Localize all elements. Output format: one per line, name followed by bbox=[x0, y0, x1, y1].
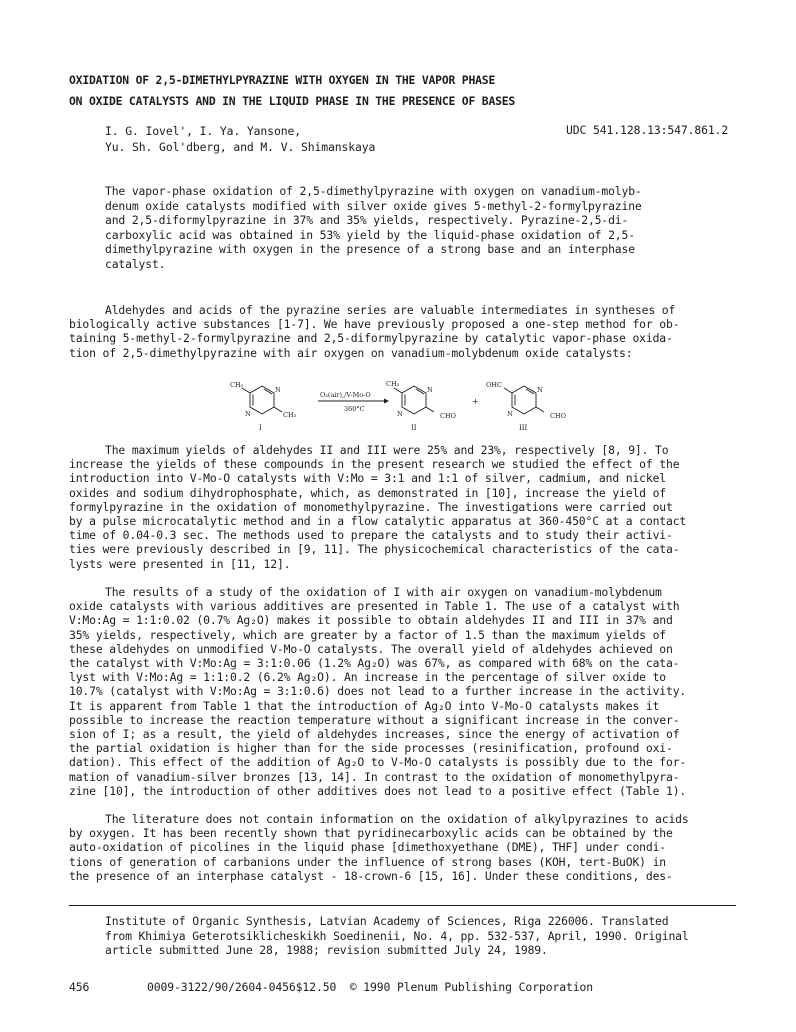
text-line: dation). This effect of the addition of Ag₂O to V-Mo-O catalysts is possibly due to the for- bbox=[69, 755, 687, 770]
text-line: by a pulse microcatalytic method and in a flow catalytic apparatus at 360-450°C at a contact bbox=[69, 514, 687, 529]
article-title bbox=[69, 70, 515, 112]
body-paragraph bbox=[69, 443, 686, 571]
text-line: the partial oxidation is higher than for the side processes (resinification, profound oxi- bbox=[69, 741, 673, 756]
plus-sign: + bbox=[472, 397, 479, 406]
text-line: lysts were presented in [11, 12]. bbox=[69, 556, 291, 571]
text-line: these aldehydes on unmodified V-Mo-O catalysts. The overall yield of aldehydes achieved on bbox=[69, 641, 673, 656]
text-line: oxide catalysts with various additives are presented in Table 1. The use of a catalyst with bbox=[69, 599, 680, 614]
text-line: oxides and sodium dihydrophosphate, which, as demonstrated in [10], increase the yield of bbox=[69, 485, 666, 500]
arrow-head bbox=[384, 399, 389, 404]
footnote-divider bbox=[69, 905, 736, 906]
compound-label-i: I bbox=[259, 424, 262, 432]
nitrogen-label: N bbox=[245, 410, 251, 418]
methyl-label: CH₃ bbox=[283, 411, 297, 419]
text-line: tions of generation of carbanions under the influence of strong bases (KOH, tert-BuOK) in bbox=[69, 854, 666, 869]
text-line: taining 5-methyl-2-formylpyrazine and 2,5-diformylpyrazine by catalytic vapor-phase oxida- bbox=[69, 331, 673, 346]
nitrogen-label: N bbox=[397, 410, 403, 418]
text-line: sion of I; as a result, the yield of aldehydes increases, since the energy of activation of bbox=[69, 727, 680, 742]
abstract-line: carboxylic acid was obtained in 53% yield by the liquid-phase oxidation of 2,5- bbox=[105, 227, 635, 242]
abstract-line: denum oxide catalysts modified with silver oxide gives 5-methyl-2-formylpyrazine bbox=[105, 198, 642, 213]
author-line: Yu. Sh. Gol'dberg, and M. V. Shimanskaya bbox=[105, 139, 376, 154]
text-line: 10.7% (catalyst with V:Mo:Ag = 3:1:0.6) does not lead to a further increase in the activity. bbox=[69, 684, 687, 699]
text-line: lyst with V:Mo:Ag = 1:1:0.2 (6.2% Ag₂O). An increase in the percentage of silver oxide to bbox=[69, 670, 666, 685]
text-line: V:Mo:Ag = 1:1:0.02 (0.7% Ag₂O) makes it possible to obtain aldehydes II and III in 37% and bbox=[69, 613, 673, 628]
text-line: Aldehydes and acids of the pyrazine series are valuable intermediates in syntheses of bbox=[105, 303, 676, 317]
text-line: mation of vanadium-silver bronzes [13, 14]. In contrast to the oxidation of monomethylpyra- bbox=[69, 769, 680, 784]
text-line: possible to increase the reaction temperature without a significant increase in the conver- bbox=[69, 712, 680, 727]
text-line: auto-oxidation of picolines in the liquid phase [dimethoxyethane (DME), THF] under condi- bbox=[69, 840, 666, 855]
udc-code: UDC 541.128.13:547.861.2 bbox=[566, 123, 729, 137]
text-line: The maximum yields of aldehydes II and III were 25% and 23%, respectively [8, 9]. To bbox=[105, 443, 669, 457]
text-line: biologically active substances [1-7]. We have previously proposed a one-step method for ob- bbox=[69, 317, 680, 332]
abstract-line: and 2,5-diformylpyrazine in 37% and 35% yields, respectively. Pyrazine-2,5-di- bbox=[105, 213, 629, 227]
compound-label-ii: II bbox=[411, 424, 417, 432]
text-line: the catalyst with V:Mo:Ag = 3:1:0.06 (1.2% Ag₂O) was 67%, as compared with 68% on the cata- bbox=[69, 656, 680, 671]
nitrogen-label: N bbox=[427, 386, 433, 394]
text-line: the presence of an interphase catalyst - 18-crown-6 [15, 16]. Under these conditions, des- bbox=[69, 868, 673, 883]
aldehyde-label: CHO bbox=[440, 412, 456, 420]
author-list bbox=[105, 124, 375, 155]
text-line: The results of a study of the oxidation of I with air oxygen on vanadium-molybdenum bbox=[105, 585, 662, 599]
copyright-notice: © 1990 Plenum Publishing Corporation bbox=[349, 980, 594, 994]
body-paragraph bbox=[69, 812, 689, 883]
abstract-line: catalyst. bbox=[105, 256, 166, 271]
title-line: OXIDATION OF 2,5-DIMETHYLPYRAZINE WITH OXYGEN IN THE VAPOR PHASE bbox=[69, 73, 496, 87]
abstract-line: The vapor-phase oxidation of 2,5-dimethylpyrazine with oxygen on vanadium-molyb- bbox=[105, 184, 642, 198]
text-line: 35% yields, respectively, which are greater by a factor of 1.5 than the maximum yields of bbox=[69, 627, 666, 642]
aldehyde-label: CHO bbox=[550, 412, 566, 420]
text-line: The literature does not contain information on the oxidation of alkylpyrazines to acids bbox=[105, 812, 689, 826]
article-code: 0009-3122/90/2604-0456$12.50 bbox=[147, 980, 337, 994]
title-line: ON OXIDE CATALYSTS AND IN THE LIQUID PHASE IN THE PRESENCE OF BASES bbox=[69, 94, 516, 108]
abstract-line: dimethylpyrazine with oxygen in the presence of a strong base and an interphase bbox=[105, 242, 635, 256]
text-line: introduction into V-Mo-O catalysts with V:Mo = 3:1 and 1:1 of silver, cadmium, and nickel bbox=[69, 471, 666, 486]
reaction-temperature: 360°C bbox=[344, 405, 365, 413]
affiliation-footnote bbox=[105, 914, 689, 958]
methyl-label: CH₃ bbox=[230, 381, 244, 389]
nitrogen-label: N bbox=[507, 410, 513, 418]
text-line: ties were previously described in [9, 11]. The physicochemical characteristics of the cata- bbox=[69, 542, 680, 557]
footnote-line: Institute of Organic Synthesis, Latvian Academy of Sciences, Riga 226006. Translated bbox=[105, 914, 669, 928]
body-paragraph bbox=[69, 585, 686, 798]
intro-paragraph bbox=[69, 303, 679, 360]
footnote-line: article submitted June 28, 1988; revision submitted July 24, 1989. bbox=[105, 943, 548, 958]
text-line: zine [10], the introduction of other additives does not lead to a positive effect (Table 1). bbox=[69, 783, 687, 798]
page-footer bbox=[69, 981, 593, 994]
footnote-line: from Khimiya Geterotsiklicheskikh Soedinenii, No. 4, pp. 532-537, April, 1990. Original bbox=[105, 928, 689, 943]
author-line: I. G. Iovel', I. Ya. Yansone, bbox=[105, 124, 301, 138]
text-line: It is apparent from Table 1 that the introduction of Ag₂O into V-Mo-O catalysts makes it bbox=[69, 698, 660, 713]
aldehyde-label: OHC bbox=[486, 381, 502, 389]
methyl-label: CH₃ bbox=[386, 380, 400, 388]
text-line: by oxygen. It has been recently shown that pyridinecarboxylic acids can be obtained by the bbox=[69, 826, 673, 841]
text-line: tion of 2,5-dimethylpyrazine with air oxygen on vanadium-molybdenum oxide catalysts: bbox=[69, 345, 633, 360]
nitrogen-label: N bbox=[275, 386, 281, 394]
reaction-conditions: O₂(air),/V-Mo-O bbox=[320, 391, 371, 399]
text-line: increase the yields of these compounds in the present research we studied the effect of the bbox=[69, 457, 680, 472]
text-line: time of 0.04-0.3 sec. The methods used to prepare the catalysts and to study their activi- bbox=[69, 528, 673, 543]
compound-label-iii: III bbox=[519, 424, 528, 432]
text-line: formylpyrazine in the oxidation of monomethylpyrazine. The investigations were carried out bbox=[69, 499, 673, 514]
page-number: 456 bbox=[69, 980, 90, 994]
nitrogen-label: N bbox=[537, 386, 543, 394]
abstract bbox=[105, 184, 730, 271]
